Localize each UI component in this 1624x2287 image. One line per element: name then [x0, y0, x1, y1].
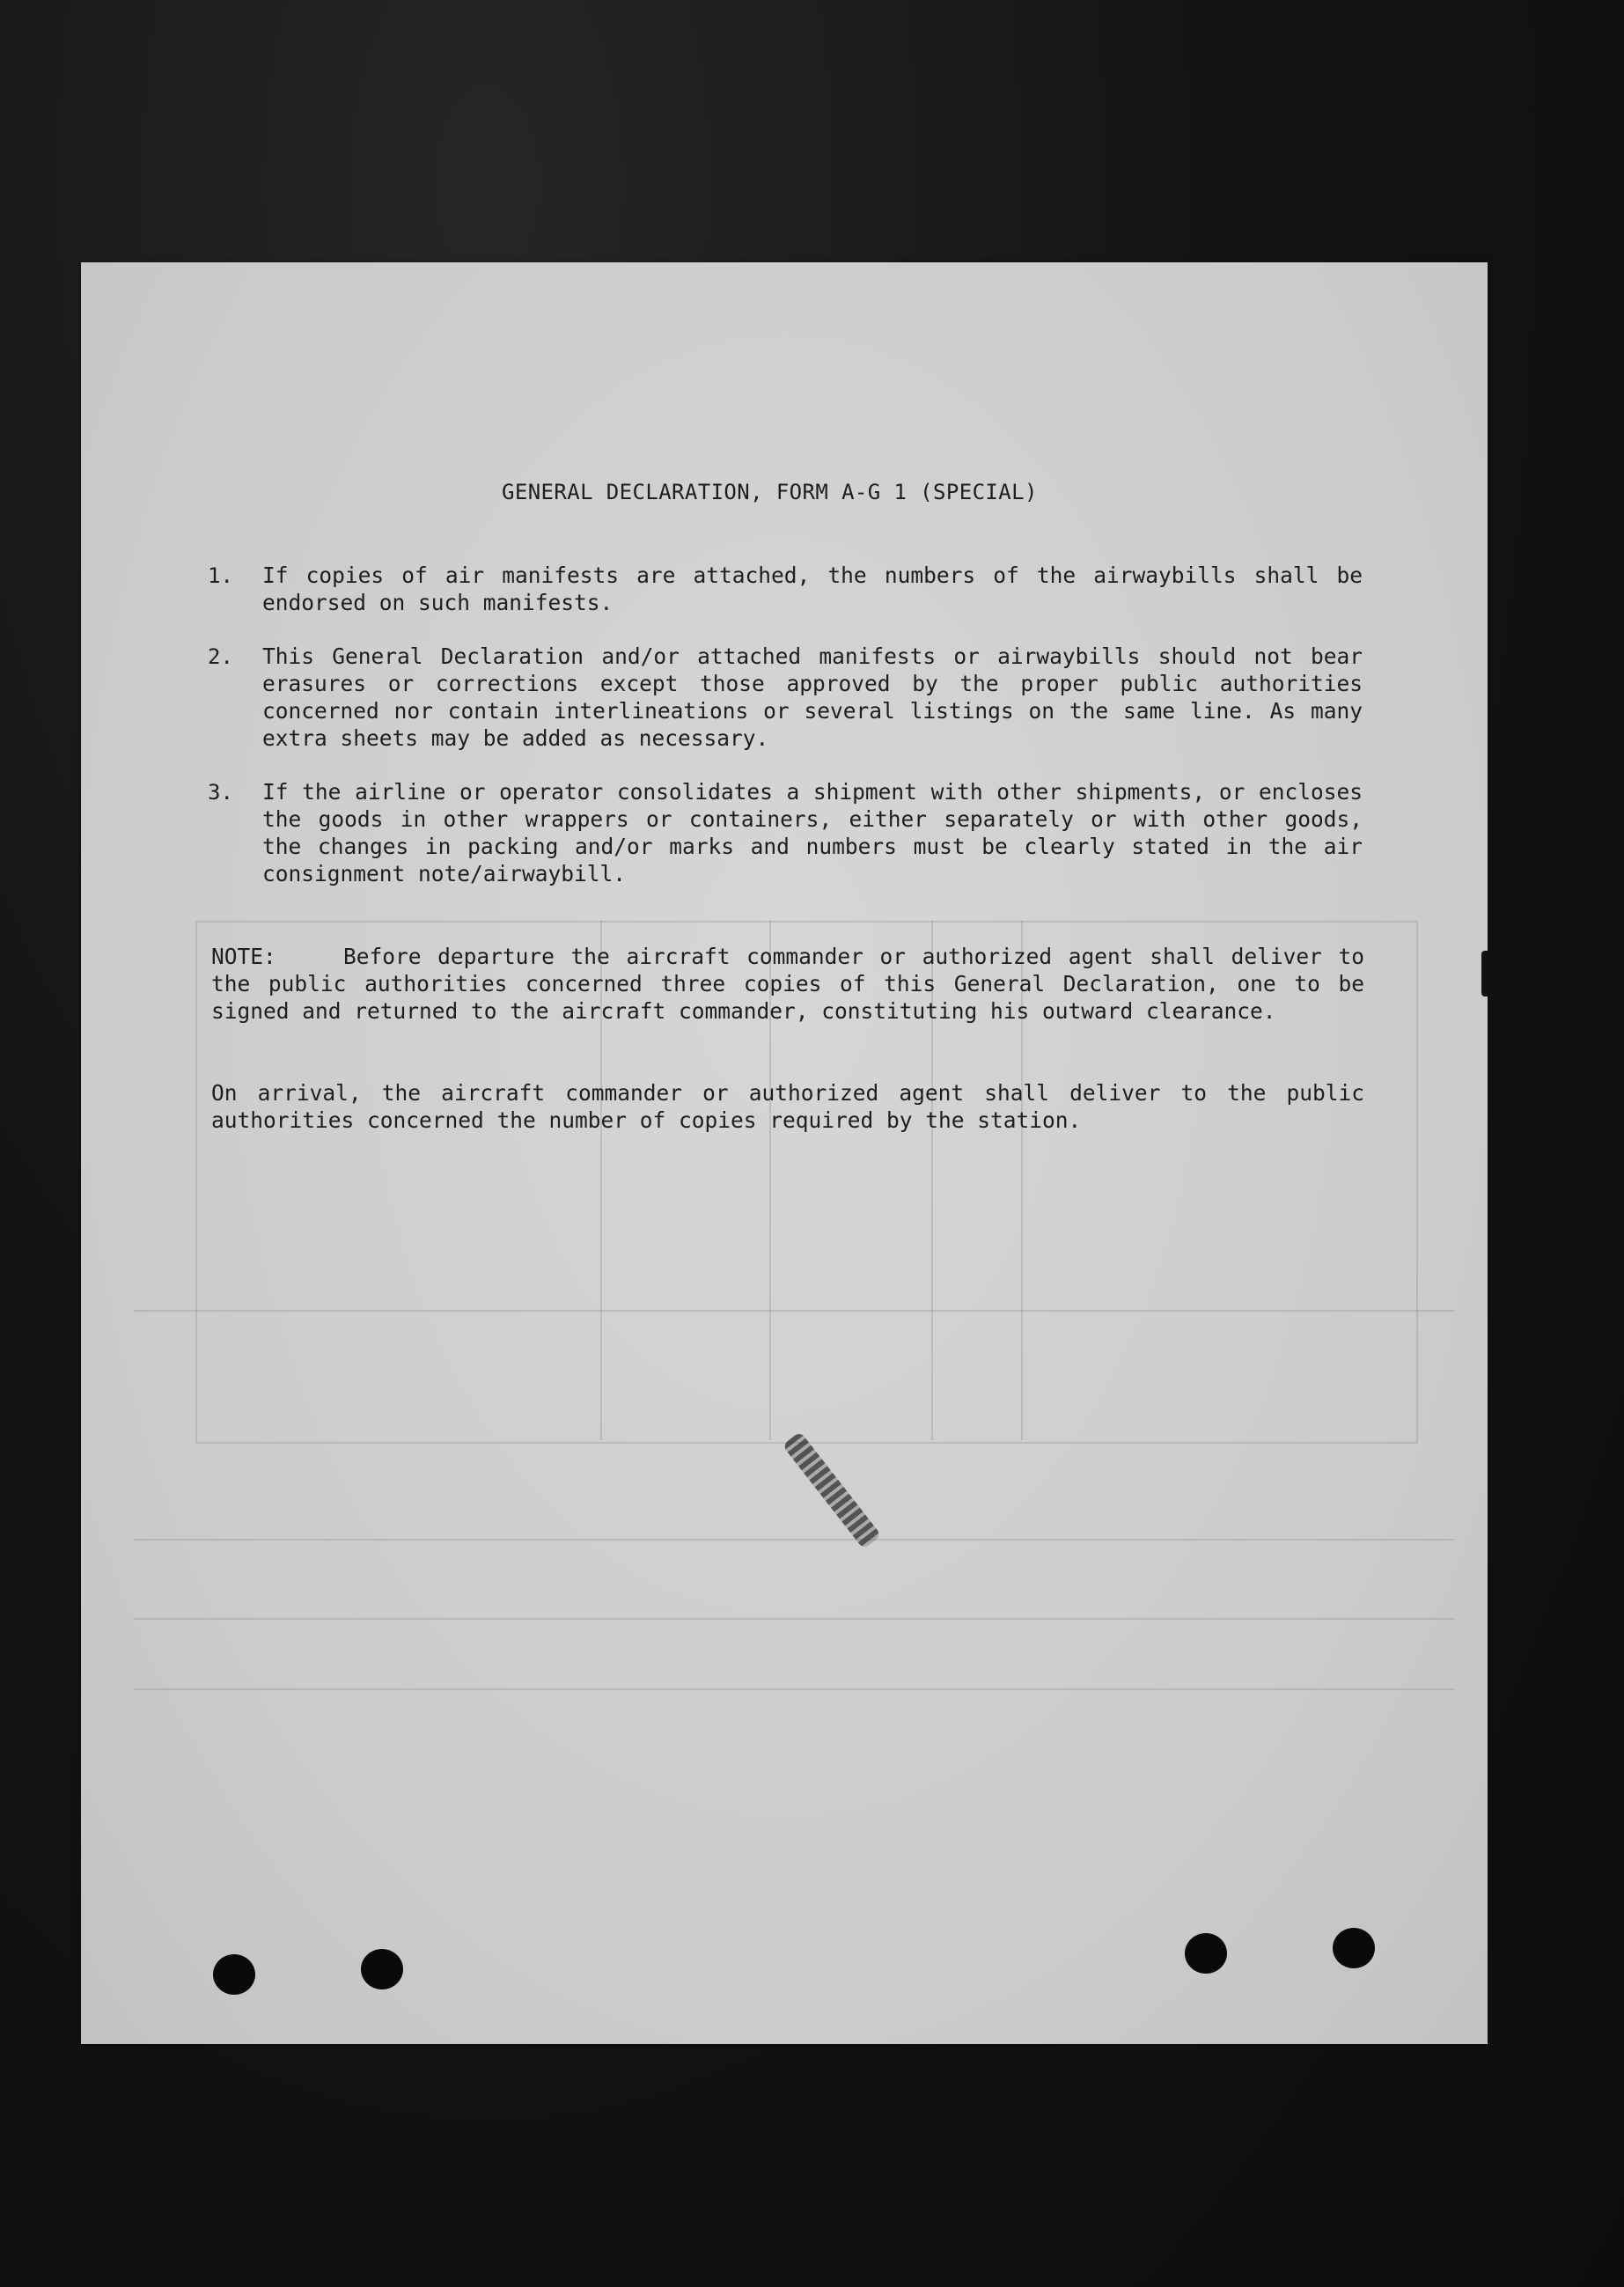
item-text: If copies of air manifests are attached, the numbers of the airwaybills shall be endorsed on such manifests. [262, 563, 1363, 615]
note-label: NOTE: [211, 944, 276, 969]
punch-hole [1333, 1928, 1375, 1968]
punch-hole [1185, 1933, 1227, 1974]
bleed-line [134, 1618, 1454, 1620]
punch-hole [361, 1949, 403, 1989]
document-title: GENERAL DECLARATION, FORM A-G 1 (SPECIAL) [502, 480, 1038, 504]
item-number: 2. [208, 644, 233, 669]
item-number: 1. [208, 563, 233, 588]
note-paragraph [211, 943, 1364, 1025]
item-number: 3. [208, 780, 233, 805]
edge-mark [1481, 951, 1492, 996]
punch-hole [213, 1954, 255, 1995]
bleed-line [134, 1688, 1454, 1690]
item-text: If the airline or operator consolidates a shipment with other shipments, or encloses the goods in other wrappers or containers, either separately or with other goods, the changes in packing and/or marks and numbers must be clearly stated in the air consignment note/airwaybill. [262, 779, 1363, 886]
item-text: This General Declaration and/or attached manifests or airwaybills should not bear erasures or corrections except those approved by the proper public authorities concerned nor contain interlineations or several listings on the same line. As many extra sheets may be added as necessary. [262, 643, 1363, 751]
bleed-line [134, 1539, 1454, 1541]
arrival-paragraph: On arrival, the aircraft commander or authorized agent shall deliver to the public authorities concerned the number of copies required by the station. [211, 1080, 1364, 1133]
document-sheet [81, 262, 1488, 2044]
note-text: Before departure the aircraft commander or authorized agent shall deliver to the public authorities concerned three copies of this General Declaration, one to be signed and returned to the aircraft commander, constituting his outward clearance. [211, 944, 1364, 1024]
